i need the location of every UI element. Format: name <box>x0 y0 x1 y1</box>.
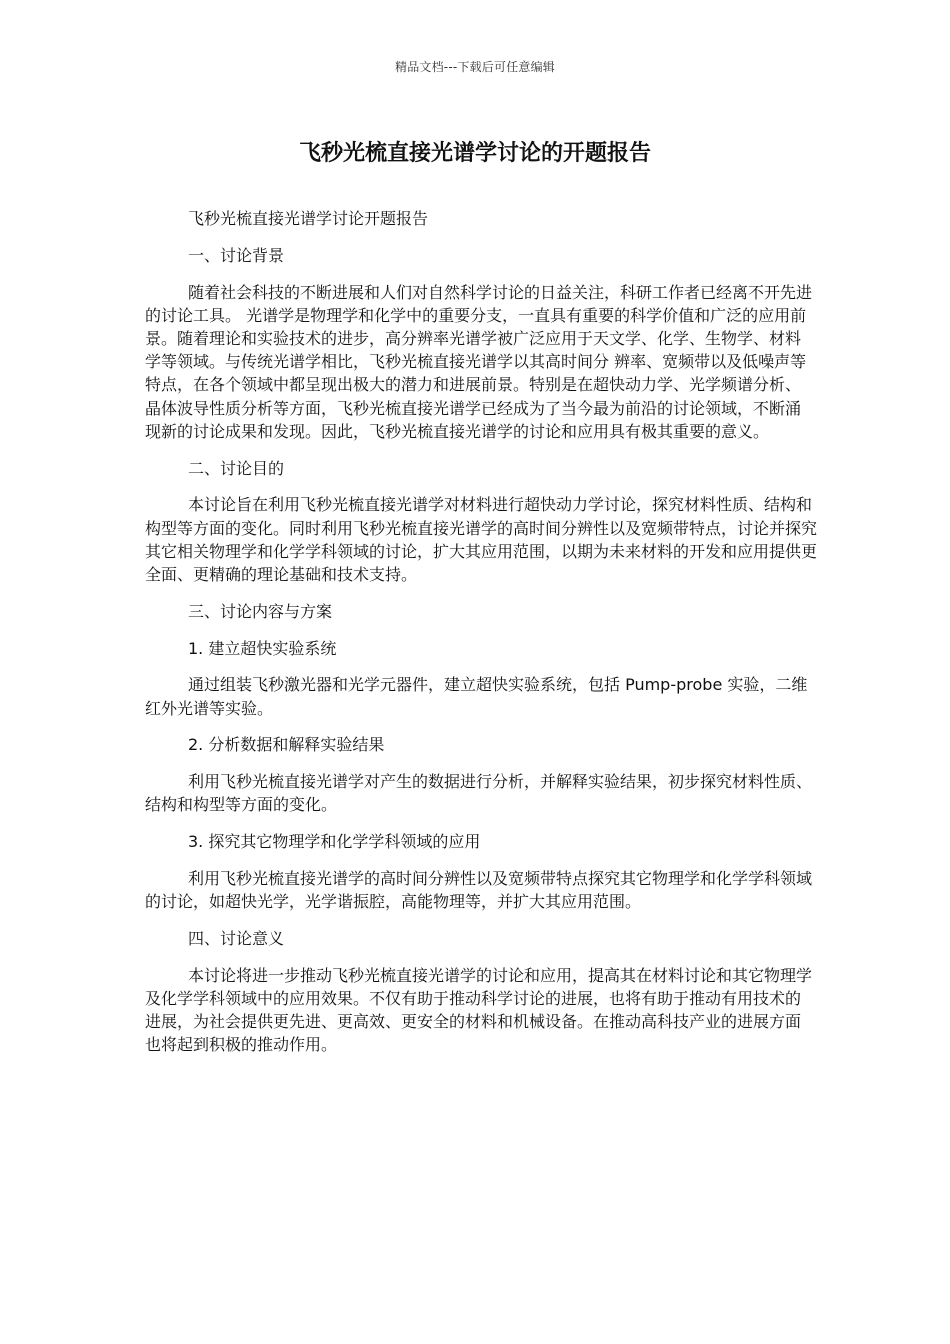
subsection-paragraph-experiment-system: 通过组装飞秒激光器和光学元器件，建立超快实验系统，包括 Pump-probe 实验，二维红外光谱等实验。 <box>145 675 808 718</box>
section-paragraph-significance: 本讨论将进一步推动飞秒光梳直接光谱学的讨论和应用，提高其在材料讨论和其它物理学及化学学科领域中的应用效果。不仅有助于推动科学讨论的进展，也将有助于推动有用技术的进展，为社会提供更先进、更高效、更安全的材料和机械设备。在推动高科技产业的进展方面也将起到积极的推动作用。 <box>145 965 813 1055</box>
section-paragraph-purpose: 本讨论旨在利用飞秒光梳直接光谱学对材料进行超快动力学讨论，探究材料性质、结构和构型等方面的变化。同时利用飞秒光梳直接光谱学的高时间分辨性以及宽频带特点，讨论并探究其它相关物理学和化学学科领域的讨论，扩大其应用范围，以期为未来材料的开发和应用提供更全面、更精确的理论基础和技术支持。 <box>145 495 818 585</box>
section-heading-background: 一、讨论背景 <box>188 245 285 265</box>
document-title: 飞秒光梳直接光谱学讨论的开题报告 <box>298 141 651 166</box>
subsection-paragraph-data-analysis: 利用飞秒光梳直接光谱学对产生的数据进行分析，并解释实验结果，初步探究材料性质、结构和构型等方面的变化。 <box>145 772 813 815</box>
subsection-heading-other-fields: 3. 探究其它物理学和化学学科领域的应用 <box>188 832 481 852</box>
subsection-heading-experiment-system: 1. 建立超快实验系统 <box>188 638 337 658</box>
subsection-paragraph-other-fields: 利用飞秒光梳直接光谱学的高时间分辨性以及宽频带特点探究其它物理学和化学学科领域的讨论，如超快光学，光学谐振腔，高能物理等，并扩大其应用范围。 <box>145 869 813 912</box>
subsection-heading-data-analysis: 2. 分析数据和解释实验结果 <box>188 735 385 755</box>
section-heading-significance: 四、讨论意义 <box>188 929 285 948</box>
document-header-note: 精品文档---下载后可任意编辑 <box>395 60 555 74</box>
section-heading-content: 三、讨论内容与方案 <box>188 601 333 621</box>
document-subtitle: 飞秒光梳直接光谱学讨论开题报告 <box>188 209 429 228</box>
document-body <box>145 207 818 1070</box>
section-paragraph-background: 随着社会科技的不断进展和人们对自然科学讨论的日益关注，科研工作者已经离不开先进的讨论工具。 光谱学是物理学和化学中的重要分支，一直具有重要的科学价值和广泛的应用前景。随着理论和实验技术的进步，高分辨率光谱学被广泛应用于天文学、化学、生物学、材料学等领域。与传统光谱学相比，飞秒光梳直接光谱学以其高时间分 辨率、宽频带以及低噪声等特点，在各个领域中都呈现出极大的潜力和进展前景。特别是在超快动力学、光学频谱分析、晶体波导性质分析等方面，飞秒光梳直接光谱学已经成为了当今最为前沿的讨论领域，不断涌现新的讨论成果和发现。因此，飞秒光梳直接光谱学的讨论和应用具有极其重要的意义。 <box>145 282 813 441</box>
section-heading-purpose: 二、讨论目的 <box>188 458 285 478</box>
